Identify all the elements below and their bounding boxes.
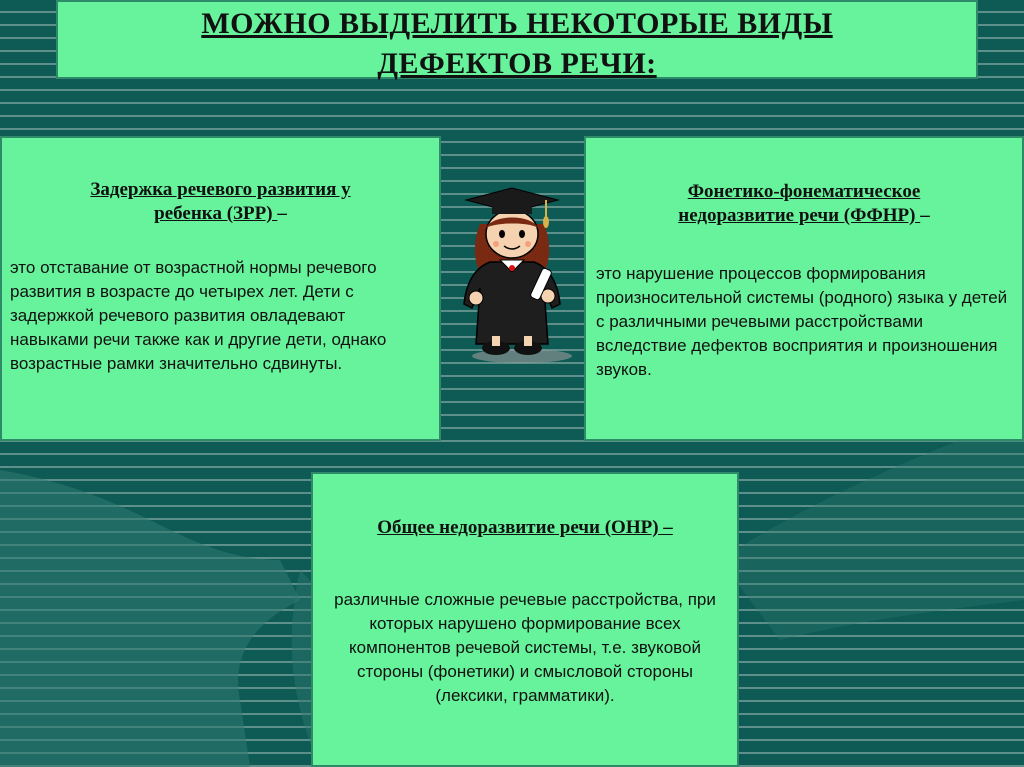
- ffnr-description: это нарушение процессов формирования произносительной системы (родного) языка у детей с различными речевыми расстройствами вследствие дефектов восприятия и произношения звуков.: [596, 264, 1008, 379]
- ffnr-heading-line-1: Фонетико-фонематическое: [687, 181, 921, 202]
- ffnr-heading: [586, 180, 1022, 228]
- zrr-description: это отставание от возрастной нормы речевого развития в возрасте до четырех лет. Дети с задержкой речевого развития овладевают навыками речи также как и другие дети, однако возрастные рамки значительно сдвинуты.: [10, 258, 387, 373]
- zrr-heading-line-1: Задержка речевого развития у: [90, 179, 351, 200]
- onr-heading: [313, 516, 737, 540]
- zrr-heading-line-2: ребенка (ЗРР): [154, 203, 278, 224]
- slide-title-line-2: ДЕФЕКТОВ РЕЧИ:: [377, 47, 657, 80]
- zrr-heading: [2, 178, 439, 226]
- graduate-girl-icon: [452, 184, 572, 374]
- title-panel: [56, 0, 978, 79]
- ffnr-heading-line-2: недоразвитие речи (ФФНР): [678, 205, 921, 226]
- zrr-heading-dash: –: [277, 203, 287, 224]
- onr-description: различные сложные речевые расстройства, при которых нарушено формирование всех компонентов речевой системы, т.е. звуковой стороны (фонетики) и смысловой стороны (лексики, грамматики).: [334, 590, 716, 705]
- zrr-card: [0, 136, 441, 441]
- ffnr-heading-dash: –: [920, 205, 930, 226]
- slide-title-line-1: МОЖНО ВЫДЕЛИТЬ НЕКОТОРЫЕ ВИДЫ: [201, 7, 833, 40]
- ffnr-card: [584, 136, 1024, 441]
- onr-heading-text: Общее недоразвитие речи (ОНР) –: [377, 517, 673, 538]
- onr-card: [311, 472, 739, 767]
